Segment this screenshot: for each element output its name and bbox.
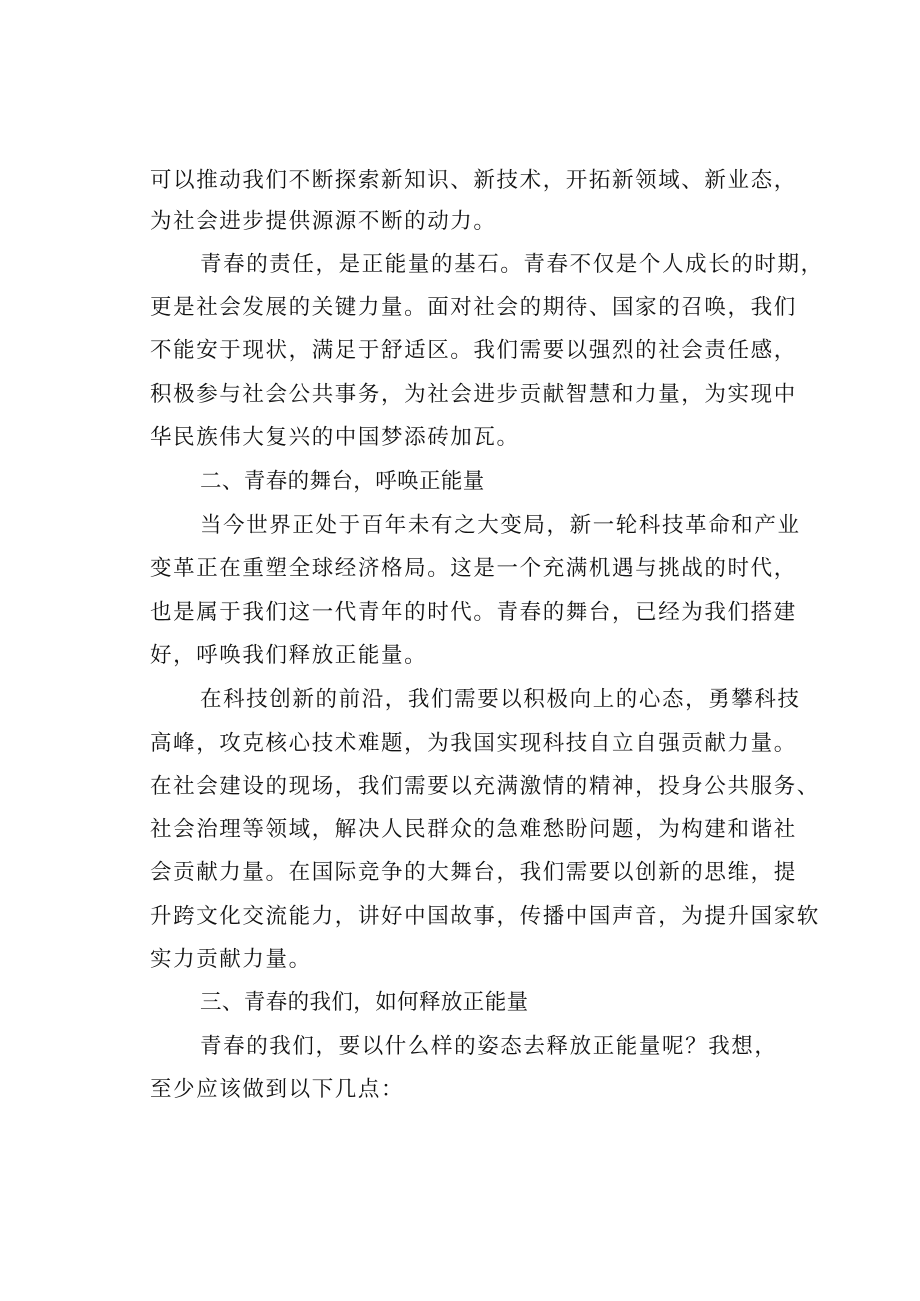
paragraph-2-line-3: 不能安于现状，满足于舒适区。我们需要以强烈的社会责任感， bbox=[150, 338, 797, 363]
paragraph-2-line-2: 更是社会发展的关键力量。面对社会的期待、国家的召唤，我们 bbox=[150, 295, 797, 320]
paragraph-1-line-1: 可以推动我们不断探索新知识、新技术，开拓新领域、新业态， bbox=[150, 168, 797, 193]
paragraph-4-line-4: 社会治理等领域，解决人民群众的急难愁盼问题，为构建和谐社 bbox=[150, 817, 797, 842]
paragraph-4-line-2: 高峰，攻克核心技术难题，为我国实现科技自立自强贡献力量。 bbox=[150, 731, 797, 756]
paragraph-4-line-5: 会贡献力量。在国际竞争的大舞台，我们需要以创新的思维，提 bbox=[150, 860, 797, 885]
paragraph-3-line-2: 变革正在重塑全球经济格局。这是一个充满机遇与挑战的时代， bbox=[150, 556, 797, 581]
paragraph-2-line-4: 积极参与社会公共事务，为社会进步贡献智慧和力量，为实现中 bbox=[150, 382, 797, 407]
paragraph-2-line-5: 华民族伟大复兴的中国梦添砖加瓦。 bbox=[150, 425, 520, 450]
paragraph-2-line-1: 青春的责任，是正能量的基石。青春不仅是个人成长的时期， bbox=[200, 252, 824, 277]
paragraph-4-line-1: 在科技创新的前沿，我们需要以积极向上的心态，勇攀科技 bbox=[200, 687, 801, 712]
paragraph-5-line-1: 青春的我们，要以什么样的姿态去释放正能量呢？我想， bbox=[200, 1034, 778, 1059]
paragraph-3-line-3: 也是属于我们这一代青年的时代。青春的舞台，已经为我们搭建 bbox=[150, 600, 797, 625]
paragraph-3-line-4: 好，呼唤我们释放正能量。 bbox=[150, 643, 428, 668]
section-heading-2: 二、青春的舞台，呼唤正能量 bbox=[200, 469, 485, 494]
paragraph-4-line-6: 升跨文化交流能力，讲好中国故事，传播中国声音，为提升国家软 bbox=[150, 904, 820, 929]
paragraph-3-line-1: 当今世界正处于百年未有之大变局，新一轮科技革命和产业 bbox=[200, 513, 801, 538]
paragraph-4-line-7: 实力贡献力量。 bbox=[150, 947, 312, 972]
paragraph-4-line-3: 在社会建设的现场，我们需要以充满激情的精神，投身公共服务、 bbox=[150, 774, 820, 799]
paragraph-1-line-2: 为社会进步提供源源不断的动力。 bbox=[150, 209, 497, 234]
section-heading-3: 三、青春的我们，如何释放正能量 bbox=[200, 990, 529, 1015]
paragraph-5-line-2: 至少应该做到以下几点： bbox=[150, 1077, 405, 1102]
